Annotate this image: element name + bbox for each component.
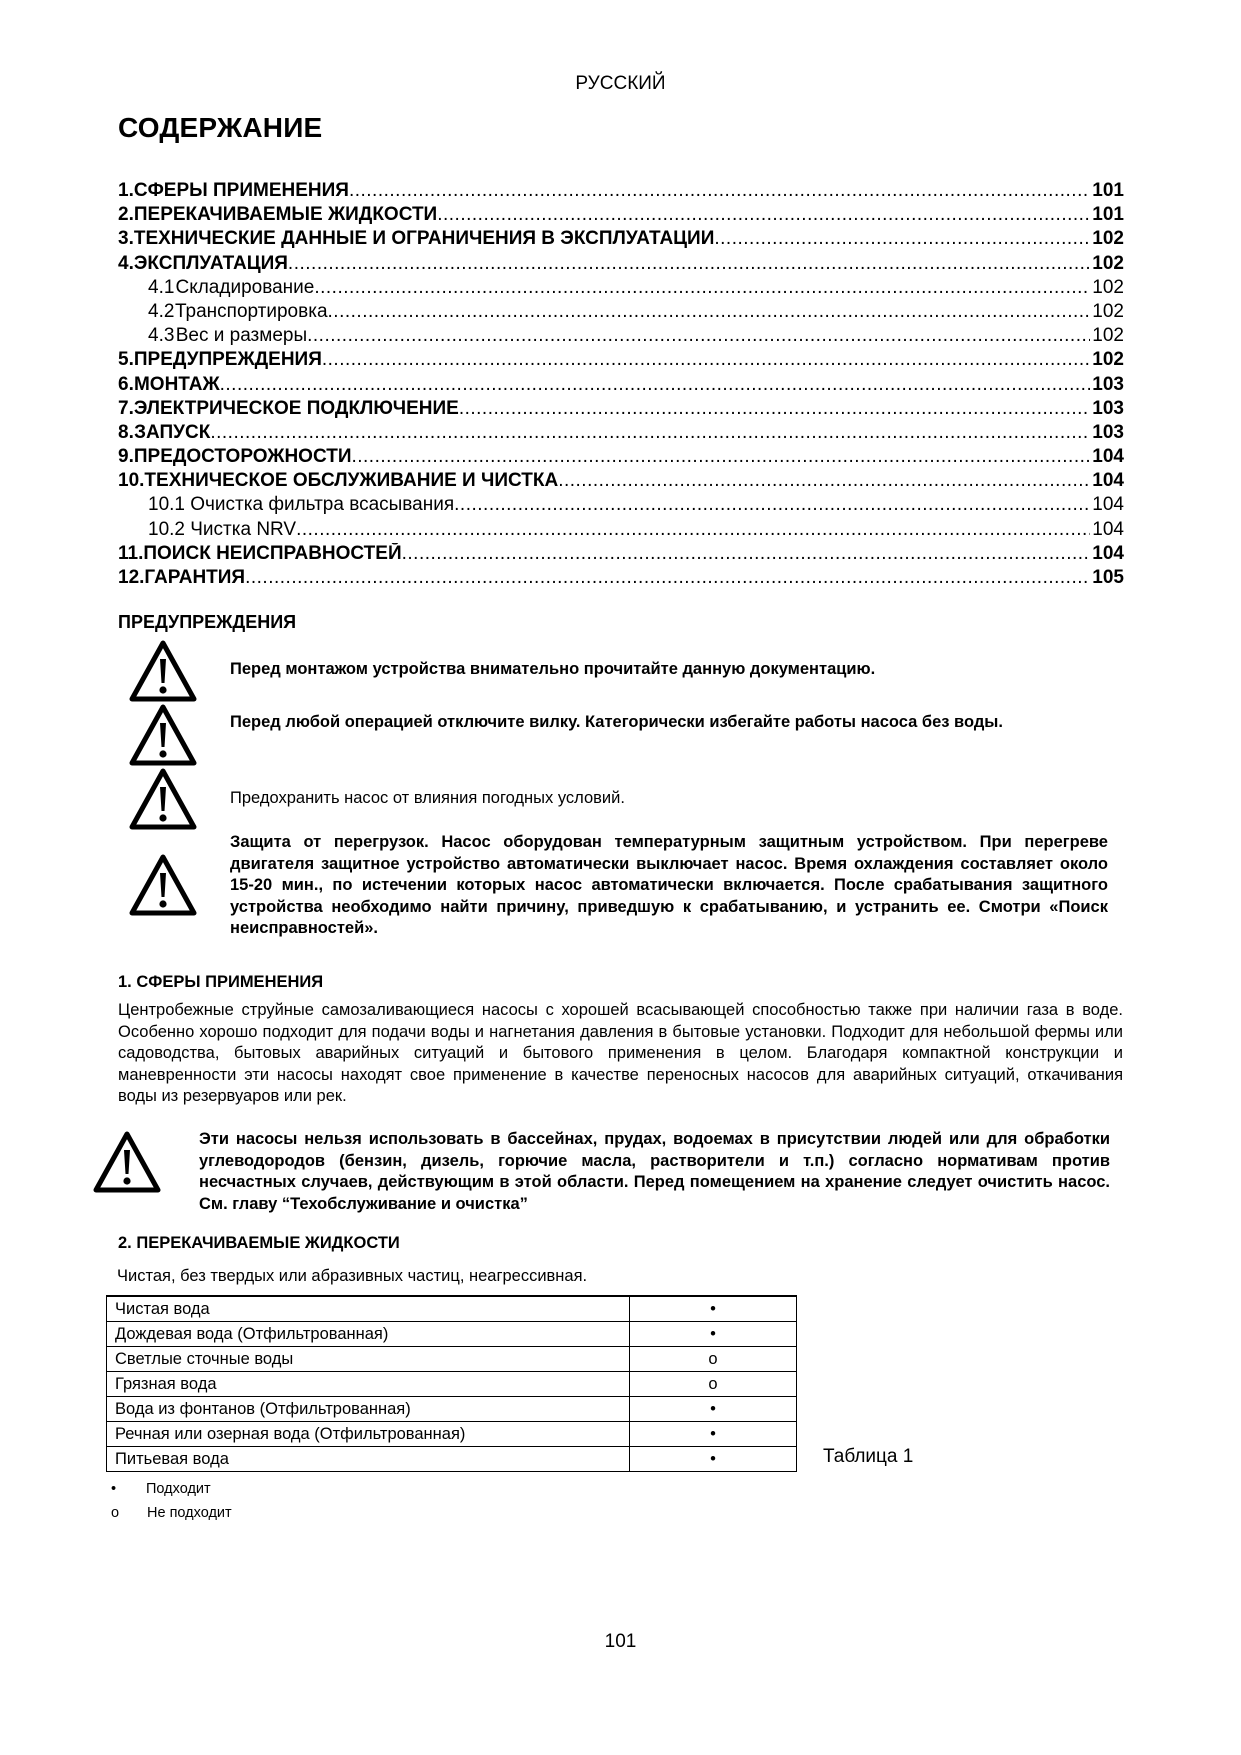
warning-text: Перед любой операцией отключите вилку. Категорически избегайте работы насоса без воды. bbox=[230, 713, 1003, 731]
toc-label: 10.2 Чистка NRV bbox=[148, 518, 297, 540]
liquids-table bbox=[106, 1295, 797, 1472]
suitability-mark: o bbox=[630, 1347, 797, 1372]
table-row bbox=[107, 1347, 797, 1372]
toc-page: 102 bbox=[1092, 252, 1124, 274]
toc-leader bbox=[220, 374, 1091, 396]
toc-label: ТЕХНИЧЕСКИЕ ДАННЫЕ И ОГРАНИЧЕНИЯ В ЭКСПЛУАТАЦИИ bbox=[133, 228, 715, 250]
toc-subitem[interactable] bbox=[118, 325, 1124, 349]
toc-leader bbox=[558, 470, 1090, 492]
toc-page: 102 bbox=[1092, 228, 1124, 250]
toc-subitem[interactable] bbox=[118, 519, 1124, 543]
suitability-mark: • bbox=[630, 1296, 797, 1322]
suitability-mark: • bbox=[630, 1397, 797, 1422]
toc-page: 103 bbox=[1092, 397, 1124, 419]
toc-leader bbox=[307, 325, 1090, 347]
toc-item[interactable] bbox=[118, 228, 1124, 252]
table-row bbox=[107, 1422, 797, 1447]
toc-page: 102 bbox=[1092, 276, 1124, 298]
toc-number: 5. bbox=[118, 349, 134, 371]
toc-leader bbox=[349, 180, 1090, 202]
toc-label: ЗАПУСК bbox=[134, 421, 211, 443]
warning-triangle-icon bbox=[128, 639, 198, 703]
toc-number: 1. bbox=[118, 180, 134, 201]
toc-page: 104 bbox=[1092, 542, 1124, 564]
toc-number: 8. bbox=[118, 421, 134, 443]
warning-text: Эти насосы нельзя использовать в бассейнах, прудах, водоемах в присутствии людей или для обработки углеводородов (бензин, дизель, горючие масла, растворители и т.п.) согласно нормативам против несчастных случаев, действующим в этой области. Перед помещением на хранение следует очистить насос. См. главу “Техобслуживание и очистка” bbox=[199, 1130, 1110, 1213]
toc-page: 104 bbox=[1092, 470, 1124, 492]
section-heading: 1. СФЕРЫ ПРИМЕНЕНИЯ bbox=[118, 973, 324, 991]
toc-number: 4.3 bbox=[148, 325, 175, 347]
toc-leader bbox=[328, 301, 1091, 323]
toc-page: 102 bbox=[1092, 349, 1124, 371]
table-of-contents bbox=[118, 180, 1124, 591]
toc-number: 2. bbox=[118, 204, 134, 226]
toc-leader bbox=[402, 543, 1091, 565]
warnings-heading: ПРЕДУПРЕЖДЕНИЯ bbox=[118, 612, 297, 632]
toc-page: 102 bbox=[1092, 300, 1124, 322]
suitability-mark: • bbox=[630, 1322, 797, 1347]
suitability-mark: o bbox=[630, 1372, 797, 1397]
toc-item[interactable] bbox=[118, 374, 1124, 398]
legend-symbol: • bbox=[111, 1481, 117, 1497]
toc-number: 4.1 bbox=[148, 276, 175, 298]
toc-leader bbox=[296, 519, 1090, 541]
liquid-name: Речная или озерная вода (Отфильтрованная) bbox=[107, 1422, 630, 1447]
toc-label: ПРЕДУПРЕЖДЕНИЯ bbox=[133, 349, 322, 371]
liquid-name: Грязная вода bbox=[107, 1372, 630, 1397]
table-row bbox=[107, 1447, 797, 1472]
contents-title: СОДЕРЖАНИЕ bbox=[118, 112, 323, 143]
toc-page: 103 bbox=[1092, 373, 1124, 395]
toc-leader bbox=[437, 204, 1090, 226]
toc-label: ГАРАНТИЯ bbox=[144, 567, 246, 588]
toc-leader bbox=[714, 228, 1090, 250]
toc-leader bbox=[351, 446, 1090, 468]
toc-label: СФЕРЫ ПРИМЕНЕНИЯ bbox=[133, 180, 349, 201]
toc-page: 102 bbox=[1092, 325, 1124, 347]
section-heading: 2. ПЕРЕКАЧИВАЕМЫЕ ЖИДКОСТИ bbox=[118, 1234, 400, 1252]
toc-label: ПРЕДОСТОРОЖНОСТИ bbox=[133, 446, 352, 468]
section-paragraph: Центробежные струйные самозаливающиеся насосы с хорошей всасывающей способностью также при наличии газа в воде. Особенно хорошо подходит для подачи воды и нагнетания давления в бытовые установки. Подходит для небольшой фермы или садоводства, бытовых аварийных ситуаций и бытового применения в целом. Благодаря компактной конструкции и маневренности эти насосы находят свое применение в качестве переносных насосов для аварийных ситуаций, откачивания воды из резервуаров или рек. bbox=[118, 1001, 1123, 1106]
toc-number: 4. bbox=[118, 252, 134, 274]
liquid-name: Чистая вода bbox=[107, 1296, 630, 1322]
toc-item[interactable] bbox=[118, 446, 1124, 470]
warning-triangle-icon bbox=[128, 853, 198, 917]
toc-leader bbox=[322, 349, 1090, 371]
toc-page: 101 bbox=[1092, 204, 1124, 226]
liquid-name: Дождевая вода (Отфильтрованная) bbox=[107, 1322, 630, 1347]
warning-triangle-icon bbox=[128, 767, 198, 831]
toc-item[interactable] bbox=[118, 543, 1124, 567]
toc-item[interactable] bbox=[118, 470, 1124, 494]
warning-text: Защита от перегрузок. Насос оборудован температурным защитным устройством. При перегреве двигателя защитное устройство автоматически выключает насос. Время охлаждения составляет около 15-20 мин., по истечении которых насос автоматически включается. После срабатывания защитного устройства необходимо найти причину, приведшую к срабатыванию, и устранить ее. Смотри «Поиск неисправностей». bbox=[230, 833, 1108, 937]
toc-label: МОНТАЖ bbox=[133, 373, 220, 395]
toc-number: 9. bbox=[118, 446, 134, 468]
toc-number: 10. bbox=[118, 470, 145, 492]
toc-page: 104 bbox=[1092, 518, 1124, 540]
warning-triangle-icon bbox=[92, 1130, 162, 1194]
toc-number: 4.2 bbox=[148, 300, 175, 322]
toc-number: 12. bbox=[118, 567, 145, 588]
toc-item[interactable] bbox=[118, 204, 1124, 228]
toc-label: ЭЛЕКТРИЧЕСКОЕ ПОДКЛЮЧЕНИЕ bbox=[133, 397, 459, 419]
toc-leader bbox=[245, 567, 1090, 589]
legend-text: Не подходит bbox=[147, 1505, 232, 1521]
table-caption: Таблица 1 bbox=[823, 1446, 914, 1467]
toc-label: ПЕРЕКАЧИВАЕМЫЕ ЖИДКОСТИ bbox=[133, 204, 438, 226]
warning-text: Предохранить насос от влияния погодных условий. bbox=[230, 789, 625, 807]
toc-page: 104 bbox=[1092, 446, 1124, 468]
toc-subitem[interactable] bbox=[118, 277, 1124, 301]
toc-item[interactable] bbox=[118, 253, 1124, 277]
toc-page: 105 bbox=[1092, 567, 1124, 588]
toc-subitem[interactable] bbox=[118, 301, 1124, 325]
page-number: 101 bbox=[604, 1631, 637, 1652]
toc-item[interactable] bbox=[118, 567, 1124, 591]
toc-item[interactable] bbox=[118, 422, 1124, 446]
toc-page: 103 bbox=[1092, 421, 1124, 443]
table-row bbox=[107, 1322, 797, 1347]
liquid-name: Светлые сточные воды bbox=[107, 1347, 630, 1372]
toc-label: Транспортировка bbox=[175, 300, 328, 322]
toc-item[interactable] bbox=[118, 349, 1124, 373]
liquid-name: Вода из фонтанов (Отфильтрованная) bbox=[107, 1397, 630, 1422]
toc-label: 10.1 Очистка фильтра всасывания bbox=[148, 494, 455, 516]
section-intro: Чистая, без твердых или абразивных частиц, неагрессивная. bbox=[117, 1267, 588, 1285]
toc-leader bbox=[454, 494, 1090, 516]
warning-triangle-icon bbox=[128, 703, 198, 767]
toc-leader bbox=[288, 253, 1090, 275]
suitability-mark: • bbox=[630, 1422, 797, 1447]
toc-label: Складирование bbox=[175, 276, 315, 298]
toc-number: 11. bbox=[118, 542, 144, 564]
toc-number: 7. bbox=[118, 397, 134, 419]
toc-number: 3. bbox=[118, 228, 134, 250]
toc-item[interactable] bbox=[118, 180, 1124, 204]
toc-number: 6. bbox=[118, 373, 134, 395]
language-label: РУССКИЙ bbox=[575, 73, 666, 94]
toc-item[interactable] bbox=[118, 398, 1124, 422]
legend-text: Подходит bbox=[146, 1481, 211, 1497]
liquid-name: Питьевая вода bbox=[107, 1447, 630, 1472]
toc-label: ПОИСК НЕИСПРАВНОСТЕЙ bbox=[143, 542, 402, 564]
warning-text: Перед монтажом устройства внимательно прочитайте данную документацию. bbox=[230, 660, 876, 678]
toc-label: Вес и размеры bbox=[175, 325, 308, 347]
toc-label: ТЕХНИЧЕСКОЕ ОБСЛУЖИВАНИЕ И ЧИСТКА bbox=[144, 470, 559, 492]
legend-symbol: o bbox=[111, 1505, 120, 1521]
toc-subitem[interactable] bbox=[118, 494, 1124, 518]
toc-leader bbox=[459, 398, 1090, 420]
suitability-mark: • bbox=[630, 1447, 797, 1472]
toc-page: 104 bbox=[1092, 494, 1124, 516]
table-row bbox=[107, 1372, 797, 1397]
table-row bbox=[107, 1296, 797, 1322]
toc-label: ЭКСПЛУАТАЦИЯ bbox=[133, 252, 288, 274]
toc-leader bbox=[314, 277, 1090, 299]
toc-leader bbox=[210, 422, 1090, 444]
toc-page: 101 bbox=[1092, 180, 1124, 201]
table-row bbox=[107, 1397, 797, 1422]
